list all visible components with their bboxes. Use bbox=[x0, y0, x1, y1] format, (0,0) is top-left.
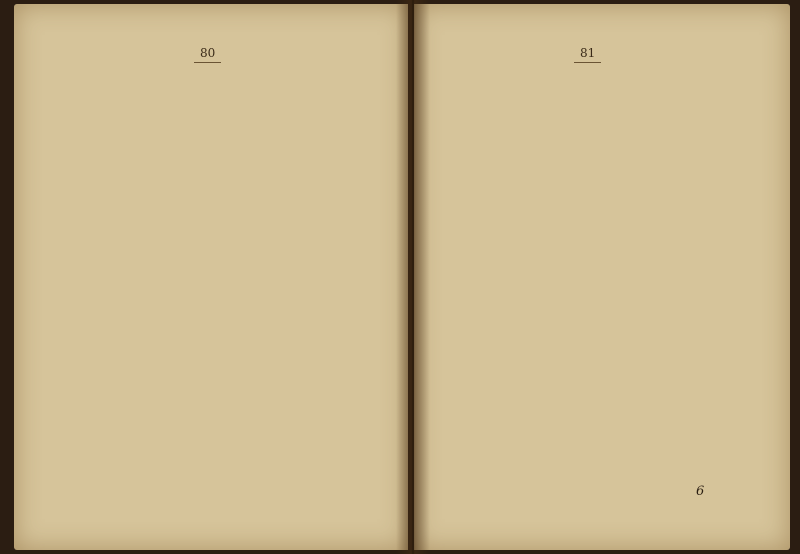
left-page bbox=[14, 4, 408, 550]
book-gutter bbox=[396, 0, 430, 554]
right-paragraph-2 bbox=[434, 89, 734, 102]
left-paragraph-3 bbox=[74, 108, 374, 121]
left-page-text bbox=[74, 70, 374, 476]
right-page bbox=[414, 4, 790, 550]
left-paragraph-2 bbox=[74, 89, 374, 102]
right-paragraph-3 bbox=[434, 108, 734, 121]
right-paragraph-4 bbox=[434, 127, 734, 140]
printer-signature-mark: 6 bbox=[696, 484, 705, 499]
page-number-left: 80 bbox=[194, 46, 221, 63]
right-page-text bbox=[434, 70, 734, 486]
page-number-right: 81 bbox=[574, 46, 601, 63]
right-paragraph-1 bbox=[434, 70, 734, 83]
left-paragraph-1 bbox=[74, 70, 374, 83]
